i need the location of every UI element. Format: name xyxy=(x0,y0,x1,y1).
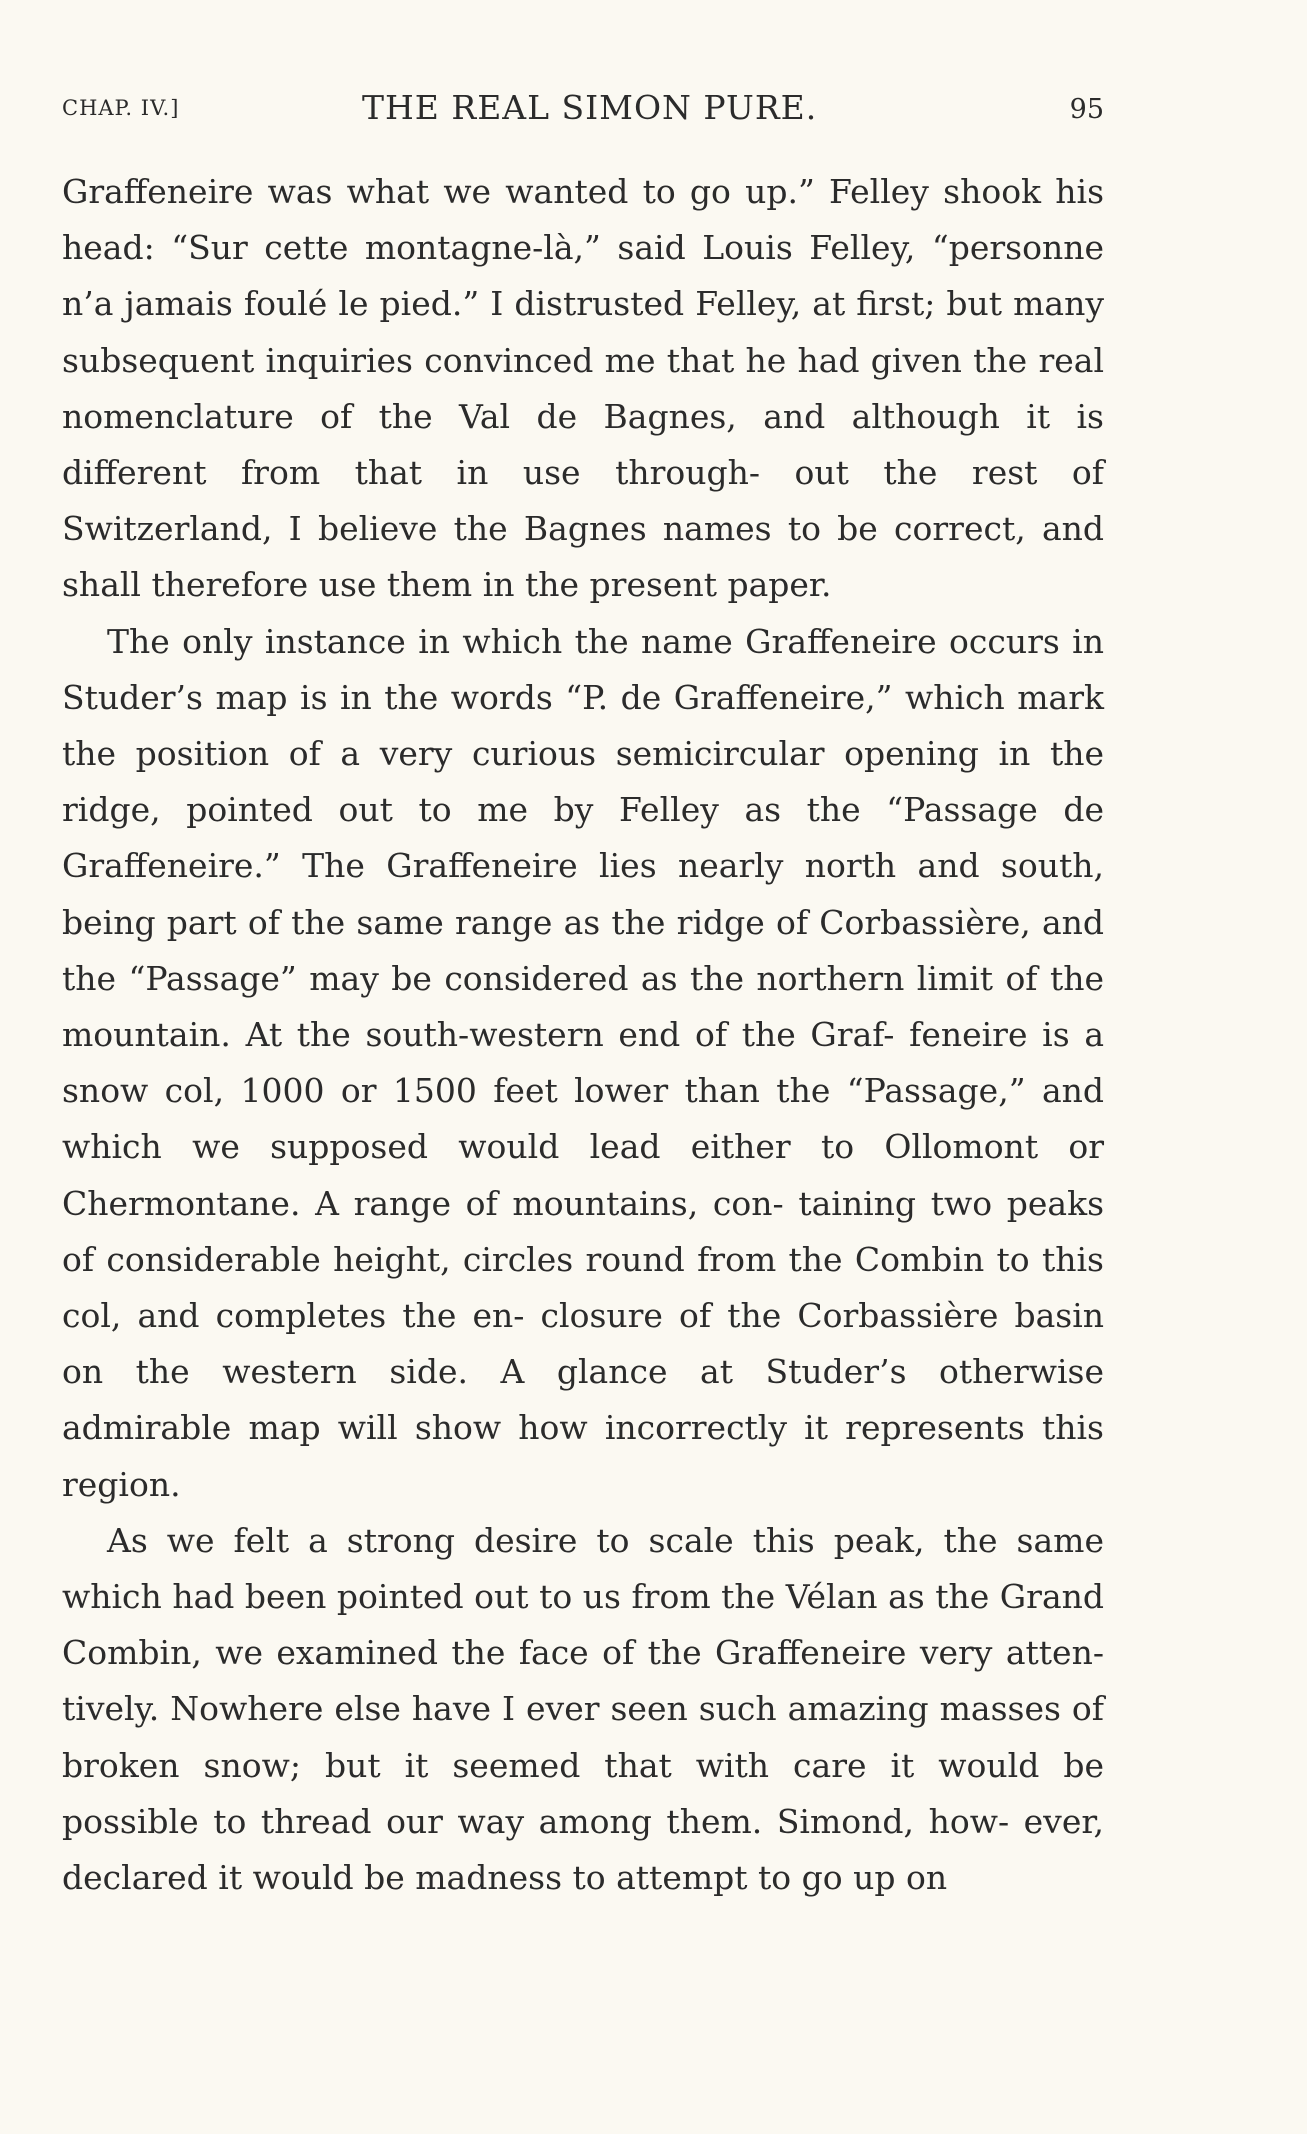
body-text xyxy=(62,164,1104,1906)
paragraph: Graffeneire was what we wanted to go up.” Felley shook his head: “Sur cette montagne-là,” said Louis Felley, “personne n’a jamais foulé le pied.” I distrusted Felley, at first; but many subsequent inquiries convinced me that he had given the real nomenclature of the Val de Bagnes, and although it is different from that in use through- out the rest of Switzerland, I believe the Bagnes names to be correct, and shall therefore use them in the present paper. xyxy=(62,172,1104,605)
page-number: 95 xyxy=(1069,94,1104,125)
paragraph: As we felt a strong desire to scale this peak, the same which had been pointed out to us from the Vélan as the Grand Combin, we examined the face of the Graffeneire very atten- tively. Nowhere else have I ever seen such amazing masses of broken snow; but it seemed that with care it would be possible to thread our way among them. Simond, how- ever, declared it would be madness to attempt to go up on xyxy=(62,1520,1104,1898)
book-page xyxy=(62,88,1104,1906)
running-header xyxy=(62,88,1104,136)
running-title: THE REAL SIMON PURE. xyxy=(362,88,818,127)
paragraph: The only instance in which the name Graffeneire occurs in Studer’s map is in the words “P. de Graffeneire,” which mark the position of a very curious semicircular opening in the ridge, pointed out to me by Felley as the “Passage de Graffeneire.” The Graffeneire lies nearly north and south, being part of the same range as the ridge of Corbassière, and the “Passage” may be considered as the northern limit of the mountain. At the south-western end of the Graf- feneire is a snow col, 1000 or 1500 feet lower than the “Passage,” and which we supposed would lead either to Ollomont or Chermontane. A range of mountains, con- taining two peaks of considerable height, circles round from the Combin to this col, and completes the en- closure of the Corbassière basin on the western side. A glance at Studer’s otherwise admirable map will show how incorrectly it represents this region. xyxy=(62,621,1104,1504)
chapter-label: CHAP. IV.] xyxy=(62,96,180,120)
